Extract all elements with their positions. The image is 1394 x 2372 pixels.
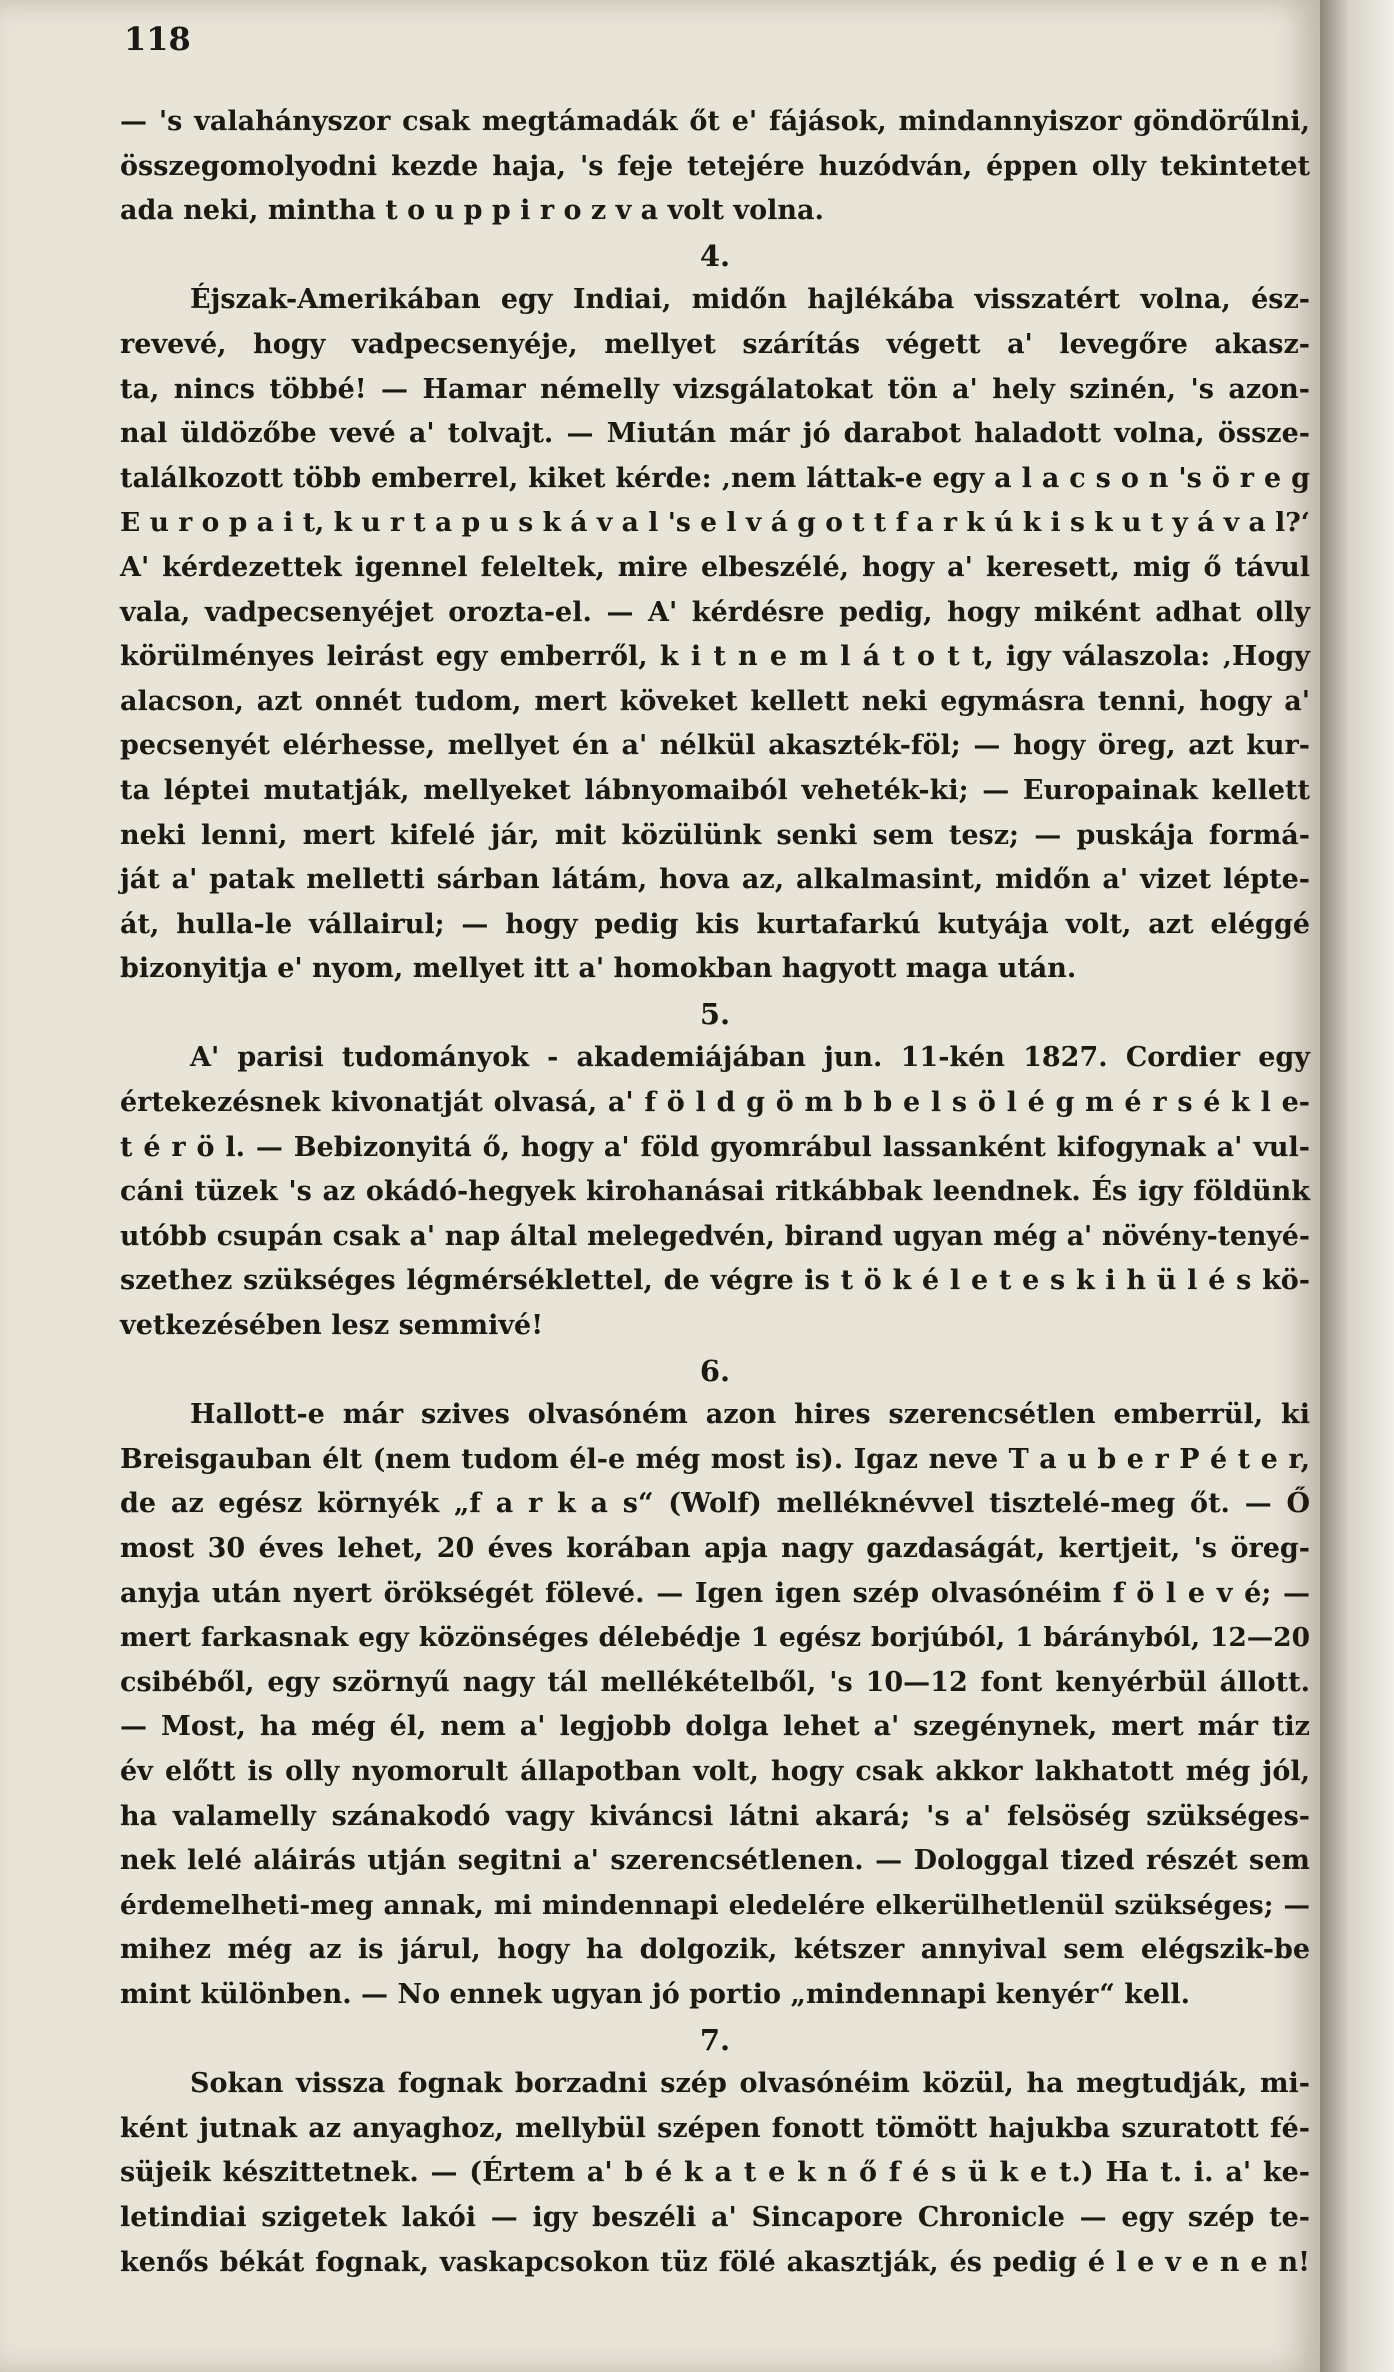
text-line: kenős békát fognak, vaskapcsokon tüz fölé akasztják, és pedig é l e v e n e n! — [120, 2246, 1310, 2278]
text-line: E u r o p a i t, k u r t a p u s k á v a l 's e l v á g o t t f a r k ú k i s k u t y á v a l?‘ — [120, 507, 1310, 539]
text-line: — 's valahányszor csak megtámadák őt e' fájások, mindannyiszor göndörűlni, — [120, 106, 1310, 137]
text-line: összegomolyodni kezde haja, 's feje tetejére huzódván, éppen olly tekintetet — [120, 150, 1310, 182]
text-line: utóbb csupán csak a' nap által melegedvén, birand ugyan még a' növény-tenyé- — [120, 1220, 1310, 1252]
paragraph-first-line: A' parisi tudományok - akademiájában jun. 11-kén 1827. Cordier egy — [190, 1042, 1310, 1074]
text-line: nal üldözőbe vevé a' tolvajt. — Miután már jó darabot haladott volna, össze- — [120, 418, 1310, 450]
text-line: mert farkasnak egy közönséges délebédje 1 egész borjúból, 1 bárányból, 12—20 — [120, 1622, 1310, 1654]
text-line: szethez szükséges légmérséklettel, de végre is t ö k é l e t e s k i h ü l é s kö- — [120, 1265, 1310, 1297]
page-number: 118 — [124, 20, 191, 58]
text-line: érdemelheti-meg annak, mi mindennapi eledelére elkerülhetlenül szükséges; — — [120, 1889, 1310, 1921]
text-line: letindiai szigetek lakói — igy beszéli a' Sincapore Chronicle — egy szép te- — [120, 2201, 1310, 2233]
paragraph-last-line: vetkezésében lesz semmivé! — [120, 1310, 544, 1342]
section-number: 7. — [699, 2022, 731, 2057]
text-line: A' kérdezettek igennel feleltek, mire elbeszélé, hogy a' keresett, mig ő távul — [120, 551, 1310, 583]
book-spine-shadow — [1320, 0, 1394, 2372]
text-line: át, hulla-le vállairul; — hogy pedig kis kurtafarkú kutyája volt, azt eléggé — [120, 908, 1310, 940]
section-number: 4. — [699, 238, 731, 273]
text-line: csibéből, egy szörnyű nagy tál mellékételből, 's 10—12 font kenyérbül állott. — [120, 1666, 1310, 1698]
text-line: neki lenni, mert kifelé jár, mit közülünk senki sem tesz; — puskája formá- — [120, 819, 1310, 851]
text-line: de az egész környék „f a r k a s“ (Wolf) melléknévvel tisztelé-meg őt. — Ő — [120, 1488, 1310, 1520]
section-number: 5. — [699, 996, 731, 1031]
text-line: körülményes leirást egy emberről, k i t n e m l á t o t t, igy válaszola: ‚Hogy — [120, 641, 1310, 673]
text-line: anyja után nyert örökségét fölevé. — Igen igen szép olvasónéim f ö l e v é; — — [120, 1577, 1310, 1609]
text-line: Breisgauban élt (nem tudom él-e még most is). Igaz neve T a u b e r P é t e r, — [120, 1443, 1310, 1475]
text-line: év előtt is olly nyomorult állapotban volt, hogy csak akkor lakhatott még jól, — [120, 1755, 1310, 1787]
text-line: — Most, ha még él, nem a' legjobb dolga lehet a' szegénynek, mert már tiz — [120, 1711, 1310, 1743]
paragraph-last-line: mint különben. — No ennek ugyan jó portio „mindennapi kenyér“ kell. — [120, 1978, 1191, 2010]
text-line: ta, nincs többé! — Hamar némelly vizsgálatokat tön a' hely szinén, 's azon- — [120, 373, 1310, 405]
section-number: 6. — [699, 1353, 731, 1388]
text-line: találkozott több emberrel, kiket kérde: ‚nem láttak-e egy a l a c s o n 's ö r e g — [120, 462, 1310, 494]
text-line: nek lelé aláirás utján segitni a' szerencsétlenen. — Dologgal tized részét sem — [120, 1845, 1310, 1877]
paragraph-first-line: Éjszak-Amerikában egy Indiai, midőn hajlékába visszatért volna, ész- — [190, 284, 1310, 316]
text-line: mihez még az is járul, hogy ha dolgozik, kétszer annyival sem elégszik-be — [120, 1934, 1310, 1966]
text-line: most 30 éves lehet, 20 éves korában apja nagy gazdaságát, kertjeit, 's öreg- — [120, 1533, 1310, 1564]
text-line: revevé, hogy vadpecsenyéje, mellyet szárítás végett a' levegőre akasz- — [120, 328, 1310, 360]
text-line: pecsenyét elérhesse, mellyet én a' nélkül akaszték-föl; — hogy öreg, azt kur- — [120, 730, 1310, 762]
text-line: ta léptei mutatják, mellyeket lábnyomaiból veheték-ki; — Europainak kellett — [120, 774, 1310, 806]
text-line: cáni tüzek 's az okádó-hegyek kirohanásai ritkábbak leendnek. És igy földünk — [120, 1176, 1310, 1208]
text-line: alacson, azt onnét tudom, mert köveket kellett neki egymásra tenni, hogy a' — [120, 685, 1310, 717]
text-line: ha valamelly szánakodó vagy kiváncsi látni akará; 's a' felsöség szükséges- — [120, 1800, 1310, 1832]
paragraph-last-line: ada neki, mintha t o u p p i r o z v a volt volna. — [120, 195, 824, 227]
paragraph-first-line: Hallott-e már szives olvasóném azon hires szerencsétlen emberrül, ki — [190, 1399, 1310, 1431]
page-text — [120, 100, 1310, 2285]
paragraph-last-line: bizonyitja e' nyom, mellyet itt a' homokban hagyott maga után. — [120, 953, 1077, 985]
text-line: süjeik készittetnek. — (Értem a' b é k a t e k n ő f é s ü k e t.) Ha t. i. a' ke- — [120, 2157, 1310, 2189]
text-line: ját a' patak melletti sárban látám, hova az, alkalmasint, midőn a' vizet lépte- — [120, 864, 1310, 896]
text-line: vala, vadpecsenyéjet orozta-el. — A' kérdésre pedig, hogy miként adhat olly — [120, 596, 1310, 628]
paragraph-first-line: Sokan vissza fognak borzadni szép olvasónéim közül, ha megtudják, mi- — [190, 2068, 1310, 2100]
text-line: ként jutnak az anyaghoz, mellybül szépen fonott tömött hajukba szuratott fé- — [120, 2112, 1310, 2144]
text-line: értekezésnek kivonatját olvasá, a' f ö l d g ö m b b e l s ö l é g m é r s é k l e- — [120, 1087, 1310, 1119]
text-line: t é r ö l. — Bebizonyitá ő, hogy a' föld gyomrábul lassanként kifogynak a' vul- — [120, 1131, 1310, 1163]
